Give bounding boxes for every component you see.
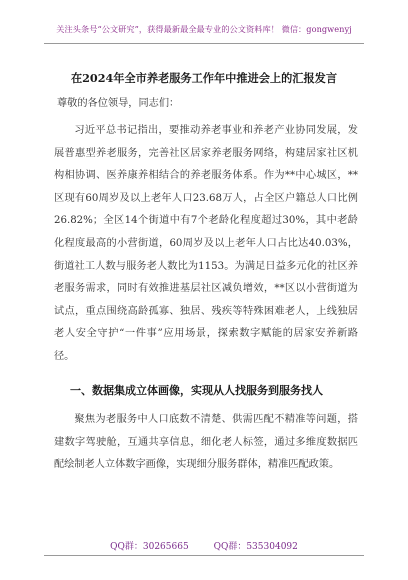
footer-qq-group-1: QQ群：30265665 bbox=[110, 542, 189, 552]
header-divider bbox=[44, 43, 364, 44]
section-1-paragraph: 聚焦为老服务中人口底数不清楚、供需匹配不精准等问题，搭建数字驾驶舱，互通共享信息，细化老人标签，通过多维度数据匹配绘制老人立体数字画像，实现细分服务群体，精准匹配政策。 bbox=[54, 414, 358, 471]
footer-divider bbox=[44, 555, 364, 556]
header-banner: 关注头条号“公文研究”，获得最新最全最专业的公文资料库！ 微信：gongwenyj bbox=[56, 24, 352, 34]
footer-qq-group-2: QQ群：535304092 bbox=[213, 542, 298, 552]
body-paragraph-1: 习近平总书记指出，要推动养老事业和养老产业协同发展，发展普惠型养老服务，完善社区居家养老服务网络，构建居家社区机构相协调、医养康养相结合的养老服务体系。作为**中心城区，**区现有60周岁及以上老年人口23.68万人，占全区户籍总人口比例26.82%；全区14个街道中有7个老龄化程度超过30%，其中老龄化程度最高的小营街道，60周岁及以上老年人口占比达40.03%，街道社工人数与服务老人数比为1153。为满足日益多元化的社区养老服务需求，同时有效推进基层社区减负增效，**区以小营街道为试点，重点围绕高龄孤寡、独居、残疾等特殊困难老人，上线独居老人安全守护“一件事”应用场景，探索数字赋能的居家安养新路径。 bbox=[54, 125, 358, 362]
document-title: 在2024年全市养老服务工作年中推进会上的汇报发言 bbox=[70, 71, 338, 85]
footer-contacts bbox=[0, 539, 408, 552]
section-heading-1: 一、数据集成立体画像，实现从人找服务到服务找人 bbox=[70, 384, 323, 397]
salutation: 尊敬的各位领导，同志们： bbox=[57, 98, 180, 109]
